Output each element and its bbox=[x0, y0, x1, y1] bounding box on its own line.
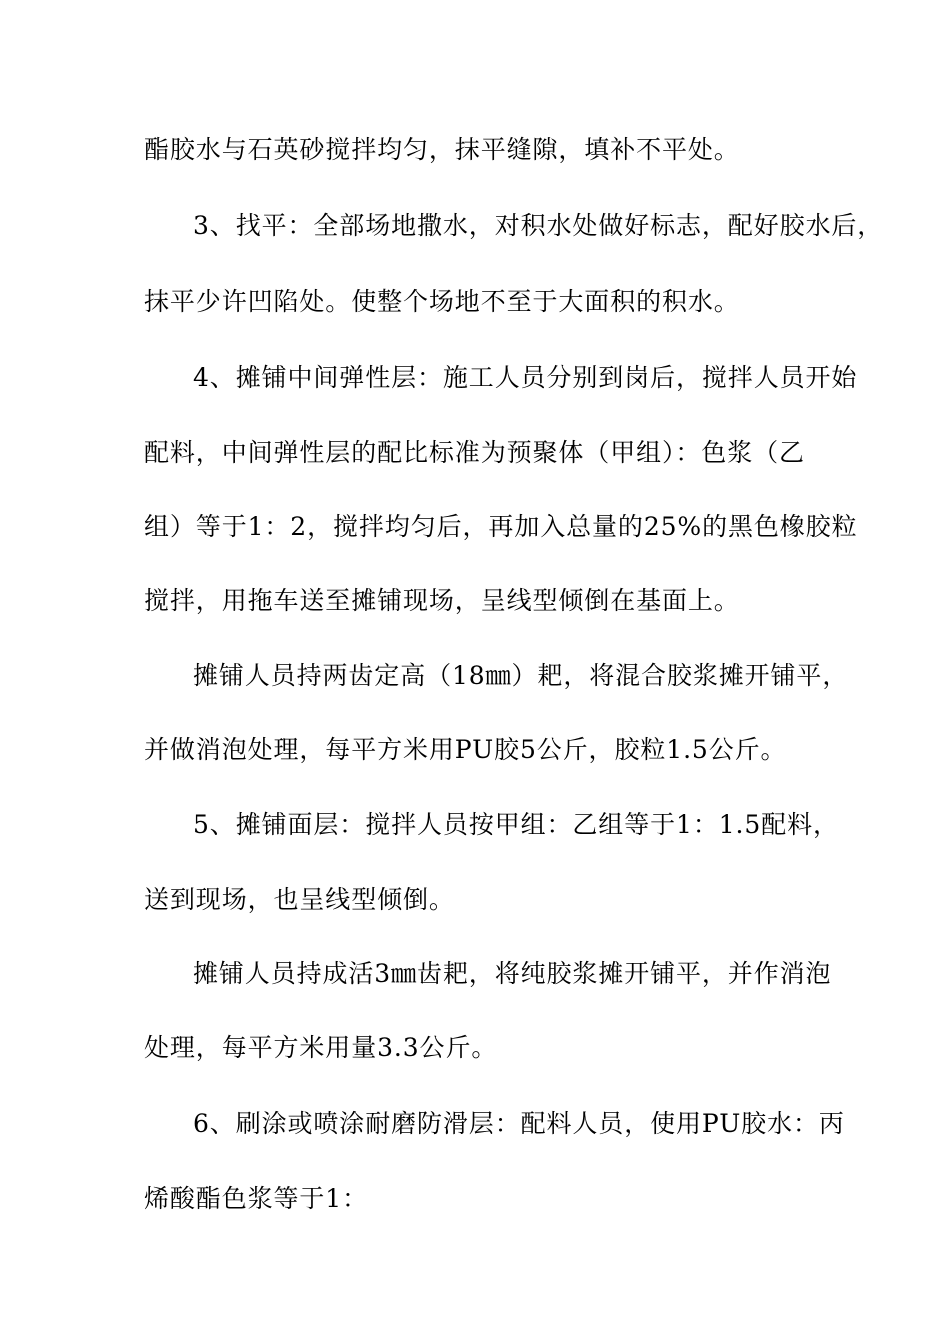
text-line: 送到现场，也呈线型倾倒。 bbox=[144, 885, 455, 914]
text-line: 搅拌，用拖车送至摊铺现场，呈线型倾倒在基面上。 bbox=[144, 586, 740, 615]
text-line: 酯胶水与石英砂搅拌均匀，抹平缝隙，填补不平处。 bbox=[144, 135, 740, 164]
text-line: 并做消泡处理，每平方米用PU胶5公斤，胶粒1.5公斤。 bbox=[144, 735, 787, 764]
text-line: 6、刷涂或喷涂耐磨防滑层：配料人员，使用PU胶水：丙 bbox=[193, 1109, 845, 1138]
text-line: 4、摊铺中间弹性层：施工人员分别到岗后，搅拌人员开始 bbox=[193, 363, 858, 392]
text-line: 5、摊铺面层：搅拌人员按甲组：乙组等于1：1.5配料， bbox=[193, 810, 839, 839]
text-line: 处理，每平方米用量3.3公斤。 bbox=[144, 1033, 498, 1062]
text-line: 组）等于1：2，搅拌均匀后，再加入总量的25%的黑色橡胶粒 bbox=[144, 512, 858, 541]
text-line: 3、找平：全部场地撒水，对积水处做好标志，配好胶水后， bbox=[193, 211, 884, 240]
text-line: 配料，中间弹性层的配比标准为预聚体（甲组）：色浆（乙 bbox=[144, 438, 805, 467]
text-line: 烯酸酯色浆等于1： bbox=[144, 1184, 369, 1213]
text-line: 摊铺人员持两齿定高（18㎜）耙，将混合胶浆摊开铺平， bbox=[193, 661, 849, 690]
text-line: 摊铺人员持成活3㎜齿耙，将纯胶浆摊开铺平，并作消泡 bbox=[193, 959, 832, 988]
text-line: 抹平少许凹陷处。使整个场地不至于大面积的积水。 bbox=[144, 287, 740, 316]
